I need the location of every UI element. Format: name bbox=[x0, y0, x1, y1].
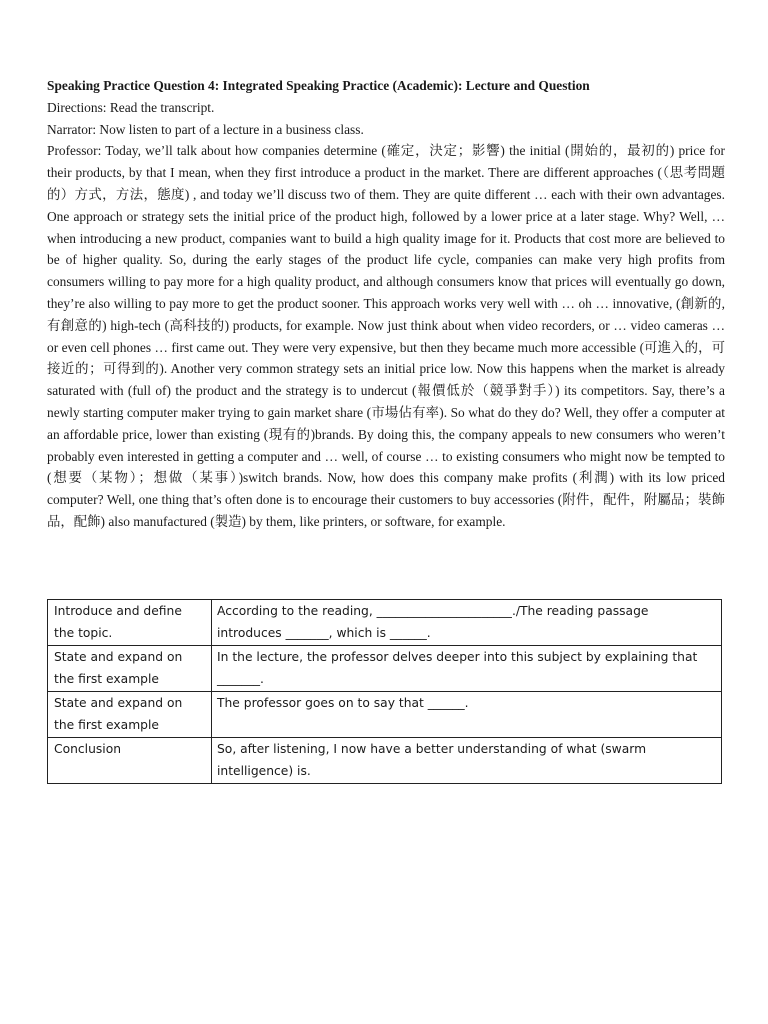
professor-transcript: Professor: Today, we’ll talk about how companies determine (確定，決定；影響) the initial (開始的，最初的) price for their products, by that I mean, when they first introduce a product in the market. There are different approaches (（思考問題的）方式，方法，態度) , and today we’ll discuss two of them. They are quite different … each with their own advantages. One approach or strategy sets the initial price of the product high, followed by a lower price at a later stage. Why? Well, … when introducing a new product, companies want to build a high quality image for it. Products that cost more are believed to be of higher quality. So, during the early stages of the product life cycle, companies can make very high profits from consumers willing to pay more for a high quality product, and although consumers know that prices will eventually go down, they’re also willing to pay more to get the product sooner. This approach works very well with … oh … innovative, (創新的,有創意的) high-tech (高科技的) products, for example. Now just think about when video recorders, or … video cameras … or even cell phones … first came out. They were very expensive, but then they became much more accessible (可進入的，可接近的；可得到的). Another very common strategy sets an initial price low. Now this happens when the market is already saturated with (full of) the product and the strategy is to undercut (報價低於（競爭對手）) its competitors. Say, there’s a newly starting computer maker trying to gain market share (市場佔有率). So what do they do? Well, they offer a computer at an affordable price, lower than existing (現有的)brands. By doing this, the company appeals to new consumers who weren’t probably even interested in getting a computer and … well, of course … to existing consumers who might now be tempted to (想要（某物）；想做（某事）)switch brands. Now, how does this company make profits (利潤) with its low priced computer? Well, one thing that’s often done is to encourage their customers to buy accessories (附件，配件，附屬品；裝飾品，配飾) also manufactured (製造) by them, like printers, or software, for example. bbox=[47, 143, 725, 529]
table-row bbox=[48, 738, 722, 784]
row-template: According to the reading, ______________________./The reading passage introduces _______, which is ______. bbox=[212, 600, 722, 646]
response-outline-table bbox=[47, 599, 722, 784]
row-label: State and expand on the first example bbox=[48, 646, 212, 692]
table-row bbox=[48, 600, 722, 646]
row-template: The professor goes on to say that ______. bbox=[212, 692, 722, 738]
transcript bbox=[47, 75, 725, 533]
row-label: Introduce and define the topic. bbox=[48, 600, 212, 646]
row-template: So, after listening, I now have a better understanding of what (swarm intelligence) is. bbox=[212, 738, 722, 784]
row-label: Conclusion bbox=[48, 738, 212, 784]
document-title: Speaking Practice Question 4: Integrated Speaking Practice (Academic): Lecture and Question bbox=[47, 78, 590, 93]
directions-text: Directions: Read the transcript. bbox=[47, 99, 215, 115]
row-template: In the lecture, the professor delves deeper into this subject by explaining that _______. bbox=[212, 646, 722, 692]
table-row bbox=[48, 646, 722, 692]
row-label: State and expand on the first example bbox=[48, 692, 212, 738]
table-row bbox=[48, 692, 722, 738]
narrator-text: Narrator: Now listen to part of a lecture in a business class. bbox=[47, 121, 364, 137]
